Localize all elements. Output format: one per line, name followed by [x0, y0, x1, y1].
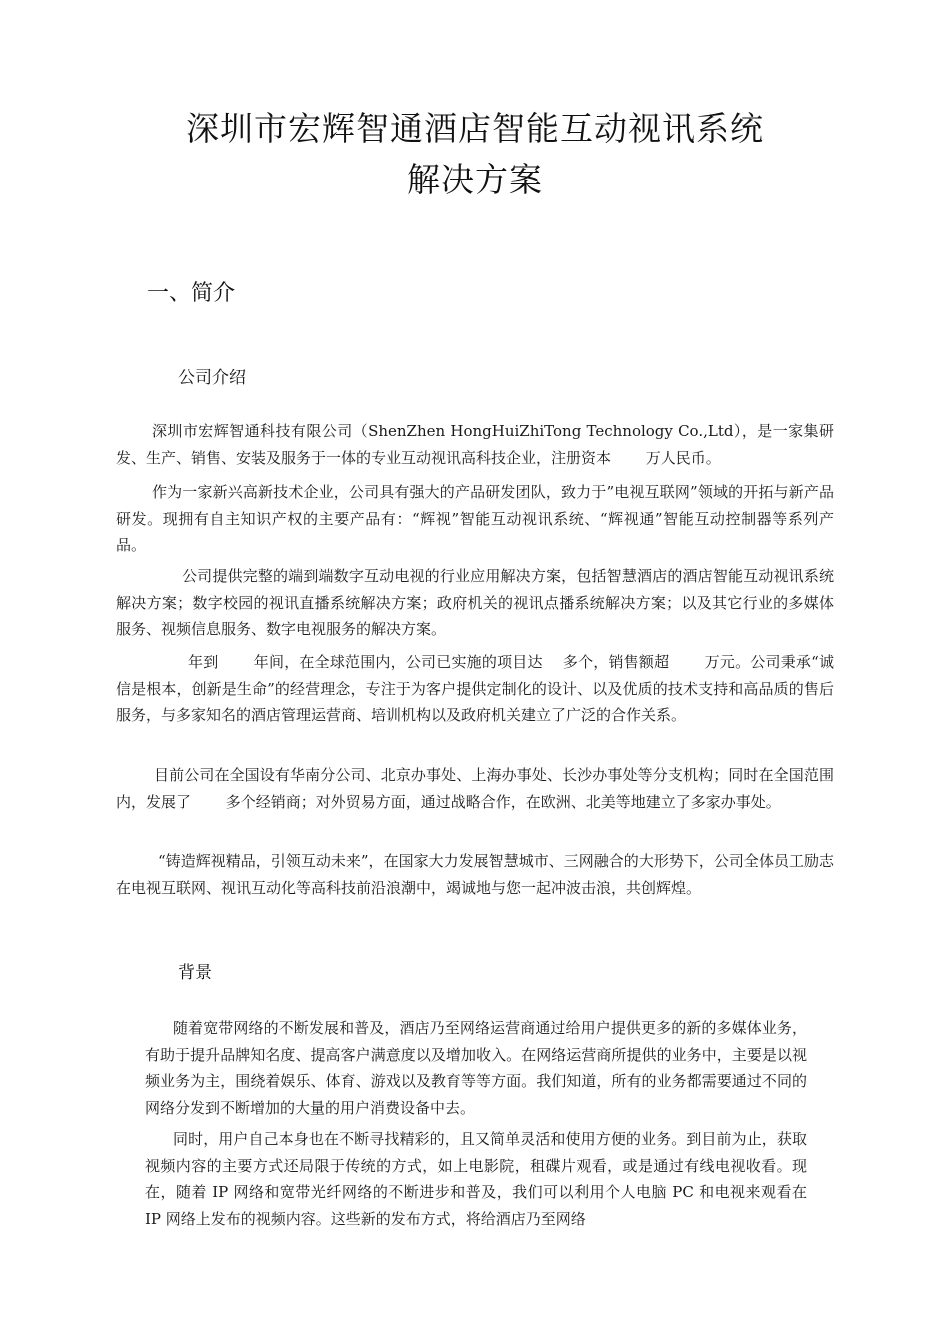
subheading-background: 背景 — [178, 963, 212, 983]
company-paragraph-6: “铸造辉视精品，引领互动未来”，在国家大力发展智慧城市、三网融合的大形势下，公司全体员工励志在电视互联网、视讯互动化等高科技前沿浪潮中，竭诚地与您一起冲波击浪，共创辉煌。 — [116, 852, 834, 897]
document-title-line2: 解决方案 — [407, 160, 543, 199]
company-paragraph-4: 年到 年间，在全球范围内，公司已实施的项目达 多个，销售额超 万元。公司秉承“诚信是根本，创新是生命”的经营理念，专注于为客户提供定制化的设计、以及优质的技术支持和高品质的售后服务，与多家知名的酒店管理运营商、培训机构以及政府机关建立了广泛的合作关系。 — [116, 653, 834, 724]
background-paragraph-2: 同时，用户自己本身也在不断寻找精彩的，且又简单灵活和使用方便的业务。到目前为止，获取视频内容的主要方式还局限于传统的方式，如上电影院，租碟片观看，或是通过有线电视收看。现在，随着 IP 网络和宽带光纤网络的不断进步和普及，我们可以利用个人电脑 PC 和电视来观看在 IP 网络上发布的视频内容。这些新的发布方式，将给酒店乃至网络 — [145, 1130, 807, 1228]
company-paragraph-2: 作为一家新兴高新技术企业，公司具有强大的产品研发团队，致力于”电视互联网”领域的开拓与新产品研发。现拥有自主知识产权的主要产品有：“辉视”智能互动视讯系统、“辉视通”智能互动控制器等系列产品。 — [116, 483, 834, 554]
background-paragraph-1: 随着宽带网络的不断发展和普及，酒店乃至网络运营商通过给用户提供更多的新的多媒体业务，有助于提升品牌知名度、提高客户满意度以及增加收入。在网络运营商所提供的业务中，主要是以视频业务为主，围绕着娱乐、体育、游戏以及教育等等方面。我们知道，所有的业务都需要通过不同的网络分发到不断增加的大量的用户消费设备中去。 — [145, 1019, 807, 1117]
company-paragraph-1: 深圳市宏辉智通科技有限公司（ShenZhen HongHuiZhiTong Technology Co.,Ltd），是一家集研发、生产、销售、安装及服务于一体的专业互动视讯高科技企业，注册资本 万人民币。 — [116, 422, 834, 467]
document-title-line1: 深圳市宏辉智通酒店智能互动视讯系统 — [186, 109, 764, 148]
subheading-company: 公司介绍 — [178, 368, 246, 388]
company-paragraph-3: 公司提供完整的端到端数字互动电视的行业应用解决方案，包括智慧酒店的酒店智能互动视讯系统解决方案；数字校园的视讯直播系统解决方案；政府机关的视讯点播系统解决方案；以及其它行业的多媒体服务、视频信息服务、数字电视服务的解决方案。 — [116, 567, 834, 638]
section-heading-intro: 一、简介 — [147, 281, 236, 306]
company-paragraph-5: 目前公司在全国设有华南分公司、北京办事处、上海办事处、长沙办事处等分支机构；同时在全国范围内，发展了 多个经销商；对外贸易方面，通过战略合作，在欧洲、北美等地建立了多家办事处。 — [116, 766, 834, 811]
